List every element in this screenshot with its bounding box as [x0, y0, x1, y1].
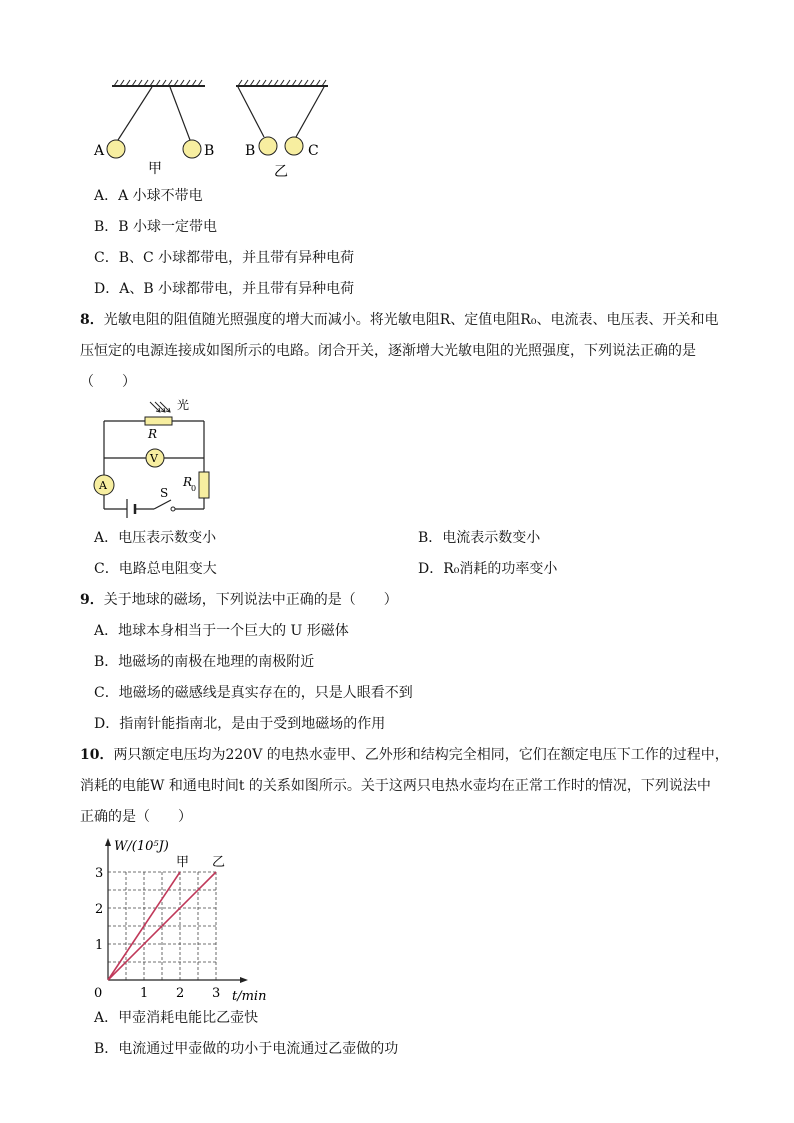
label-b-left: B	[204, 143, 215, 159]
q10-stem-line3: 正确的是（ ）	[80, 809, 192, 825]
q8-option-b: B．电流表示数变小	[418, 530, 541, 546]
q10-stem-line2: 消耗的电能W 和通电时间t 的关系如图所示。关于这两只电热水壶均在正常工作时的情况，下列说法中	[80, 778, 711, 794]
x-tick-label: 3	[212, 986, 221, 1001]
switch-label: S	[160, 486, 169, 500]
r0-label: R	[183, 475, 193, 489]
q8-stem-line3: （ ）	[80, 374, 136, 390]
light-arrows-icon	[150, 402, 170, 412]
ball-c	[285, 137, 303, 155]
voltmeter-label: V	[150, 452, 158, 465]
q9-option-a: A．地球本身相当于一个巨大的 U 形磁体	[94, 623, 349, 639]
x-tick-label: 2	[176, 986, 185, 1001]
label-c: C	[308, 143, 319, 159]
y-axis-arrow	[105, 838, 111, 846]
x-tick-label: 1	[140, 986, 149, 1001]
battery-icon	[127, 499, 135, 518]
y-tick-label: 1	[95, 938, 104, 953]
q7-option-d: D．A、B 小球都带电，并且带有异种电荷	[94, 281, 355, 297]
q9-option-d: D．指南针能指南北，是由于受到地磁场的作用	[94, 716, 386, 732]
q10-number: 10．	[80, 747, 114, 763]
pendulum-figure	[90, 78, 340, 183]
q8-option-a: A．电压表示数变小	[94, 530, 217, 546]
ceiling-left	[112, 80, 205, 86]
q8-stem-line1: 8．光敏电阻的阻值随光照强度的增大而减小。将光敏电阻R、定值电阻R₀、电流表、电压表、开关和电	[80, 312, 719, 328]
q7-option-c: C．B、C 小球都带电，并且带有异种电荷	[94, 250, 355, 266]
x-axis-label: t/min	[232, 989, 267, 1004]
q9-stem: 9．关于地球的磁场，下列说法中正确的是（ ）	[80, 592, 398, 608]
q8-number: 8．	[80, 312, 104, 328]
y-tick-label: 3	[95, 866, 104, 881]
y-tick-label: 2	[95, 902, 104, 917]
r-label: R	[148, 427, 158, 441]
r0-subscript: 0	[191, 484, 197, 493]
q10-stem-line1: 10．两只额定电压均为220V 的电热水壶甲、乙外形和结构完全相同，它们在额定电压下工作的过程中，	[80, 747, 729, 763]
energy-time-chart	[90, 832, 280, 1004]
ball-a	[107, 140, 125, 158]
series-label-jia: 甲	[176, 855, 190, 870]
label-jia: 甲	[148, 161, 162, 177]
x-axis-arrow	[240, 977, 248, 983]
y-axis-label: W/(10⁵J)	[114, 839, 169, 854]
switch-icon	[154, 500, 175, 511]
light-label: 光	[177, 398, 190, 412]
ball-b-right	[259, 137, 277, 155]
series-label-yi: 乙	[212, 855, 226, 870]
fixed-resistor-r0	[199, 472, 209, 498]
circuit-diagram	[90, 396, 220, 518]
q9-number: 9．	[80, 592, 104, 608]
photoresistor	[145, 417, 172, 425]
ammeter-label: A	[99, 479, 107, 492]
q9-option-b: B．地磁场的南极在地理的南极附近	[94, 654, 315, 670]
label-b-right: B	[245, 143, 256, 159]
label-yi: 乙	[274, 164, 288, 180]
ball-b-left	[183, 140, 201, 158]
q9-option-c: C．地磁场的磁感线是真实存在的，只是人眼看不到	[94, 685, 413, 701]
q7-option-a: A．A 小球不带电	[94, 188, 203, 204]
q8-stem-line2: 压恒定的电源连接成如图所示的电路。闭合开关，逐渐增大光敏电阻的光照强度，下列说法正确的是	[80, 343, 696, 359]
q7-option-b: B．B 小球一定带电	[94, 219, 218, 235]
q8-option-c: C．电路总电阻变大	[94, 561, 217, 577]
ceiling-right	[236, 80, 328, 86]
q8-option-d: D．R₀消耗的功率变小	[418, 561, 558, 577]
label-a: A	[94, 143, 105, 159]
x-tick-label: 0	[94, 986, 103, 1001]
q10-option-a: A．甲壶消耗电能比乙壶快	[94, 1010, 259, 1026]
q10-option-b: B．电流通过甲壶做的功小于电流通过乙壶做的功	[94, 1041, 399, 1057]
